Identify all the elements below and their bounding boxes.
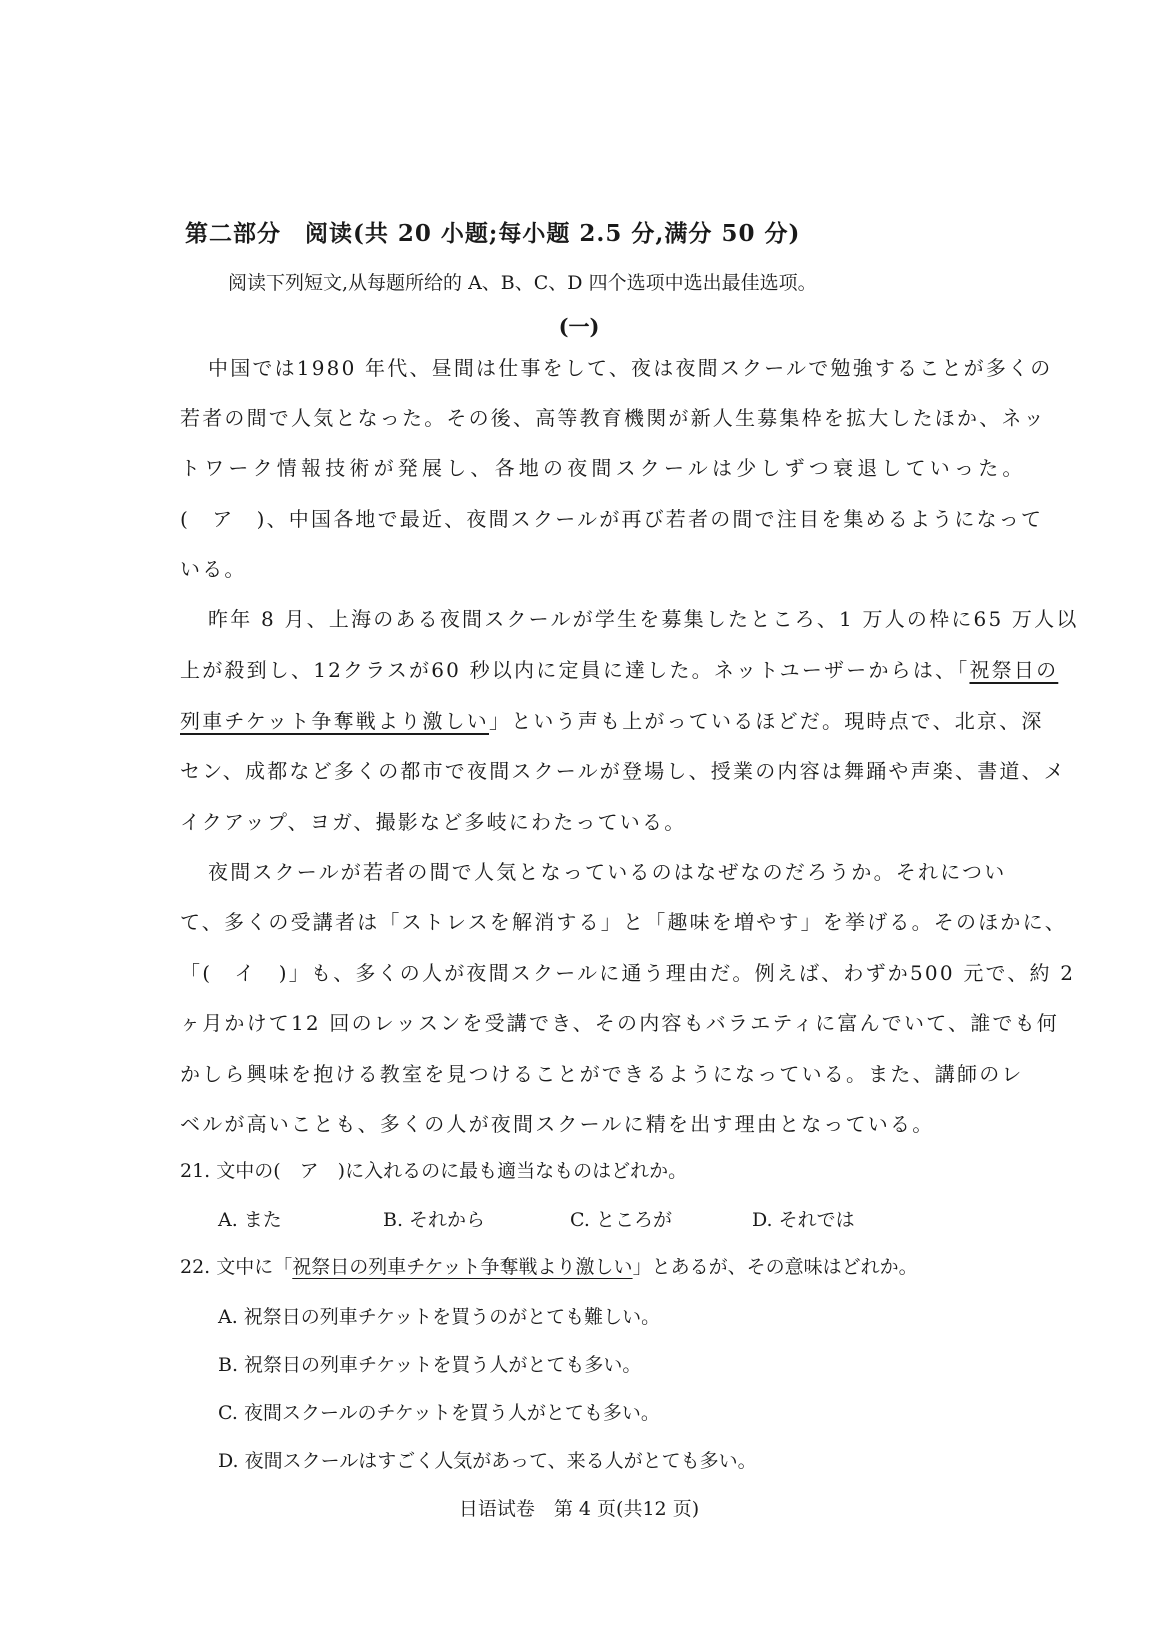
passage-line: セン、成都など多くの都市で夜間スクールが登場し、授業の内容は舞踊や声楽、書道、メ	[180, 759, 1066, 783]
passage-line	[180, 654, 1058, 683]
line-text: 上が殺到し、12クラスが60 秒以内に定員に達した。ネットユーザーからは、「	[180, 658, 970, 682]
passage-line: 「( イ )」も、多くの人が夜間スクールに通う理由だ。例えば、わずか500 元で、約 2	[180, 961, 1076, 985]
passage-line: 若者の間で人気となった。その後、高等教育機関が新人生募集枠を拡大したほか、ネッ	[180, 406, 1046, 430]
stem-text: 」とあるが、その意味はどれか。	[632, 1256, 918, 1278]
underlined-phrase: 祝祭日の列車チケット争奪戦より激しい	[292, 1256, 633, 1278]
section-instruction: 阅读下列短文,从每题所给的 A、B、C、D 四个选项中选出最佳选项。	[228, 272, 817, 294]
question-21-stem: 21. 文中の( ア )に入れるのに最も適当なものはどれか。	[180, 1160, 688, 1182]
passage-line: ベルが高いことも、多くの人が夜間スクールに精を出す理由となっている。	[180, 1112, 935, 1136]
question-21-option-d: D. それでは	[752, 1209, 855, 1231]
passage-line: かしら興味を抱ける教室を見つけることができるようになっている。また、講師のレ	[180, 1062, 1024, 1086]
passage-line: トワーク情報技術が発展し、各地の夜間スクールは少しずつ衰退していった。	[180, 456, 1027, 480]
underlined-phrase: 祝祭日の	[969, 658, 1059, 682]
question-22-option-d: D. 夜間スクールはすごく人気があって、来る人がとても多い。	[218, 1450, 757, 1472]
page-footer: 日语试卷 第 4 页(共12 页)	[458, 1498, 700, 1520]
question-21-option-a: A. また	[218, 1209, 282, 1231]
passage-line: て、多くの受講者は「ストレスを解消する」と「趣味を増やす」を挙げる。そのほかに、	[180, 910, 1067, 934]
question-22-stem	[180, 1252, 918, 1279]
passage-line: イクアップ、ヨガ、撮影など多岐にわたっている。	[180, 810, 687, 834]
question-21-option-c: C. ところが	[570, 1209, 672, 1231]
underlined-phrase: 列車チケット争奪戦より激しい	[180, 709, 489, 733]
question-21-option-b: B. それから	[383, 1209, 486, 1231]
section-title: 第二部分 阅读(共 20 小题;每小题 2.5 分,满分 50 分)	[185, 220, 801, 247]
passage-line: ( ア )、中国各地で最近、夜間スクールが再び若者の間で注目を集めるようになって	[180, 507, 1044, 531]
question-22-option-a: A. 祝祭日の列車チケットを買うのがとても難しい。	[218, 1306, 661, 1328]
passage-line: 昨年 8 月、上海のある夜間スクールが学生を募集したところ、1 万人の枠に65 万人以	[208, 607, 1079, 631]
line-text: 」という声も上がっているほどだ。現時点で、北京、深	[489, 709, 1044, 733]
passage-line: いる。	[180, 557, 247, 581]
passage-line: ヶ月かけて12 回のレッスンを受講でき、その内容もバラエティに富んでいて、誰でも何	[180, 1011, 1060, 1035]
question-22-option-c: C. 夜間スクールのチケットを買う人がとても多い。	[218, 1402, 660, 1424]
passage-number: (一)	[558, 314, 600, 339]
passage-line: 夜間スクールが若者の間で人気となっているのはなぜなのだろうか。それについ	[208, 860, 1007, 884]
passage-line	[180, 705, 1044, 734]
passage-line: 中国では1980 年代、昼間は仕事をして、夜は夜間スクールで勉強することが多くの	[208, 356, 1053, 380]
question-22-option-b: B. 祝祭日の列車チケットを買う人がとても多い。	[218, 1354, 642, 1376]
stem-text: 22. 文中に「	[180, 1256, 293, 1278]
